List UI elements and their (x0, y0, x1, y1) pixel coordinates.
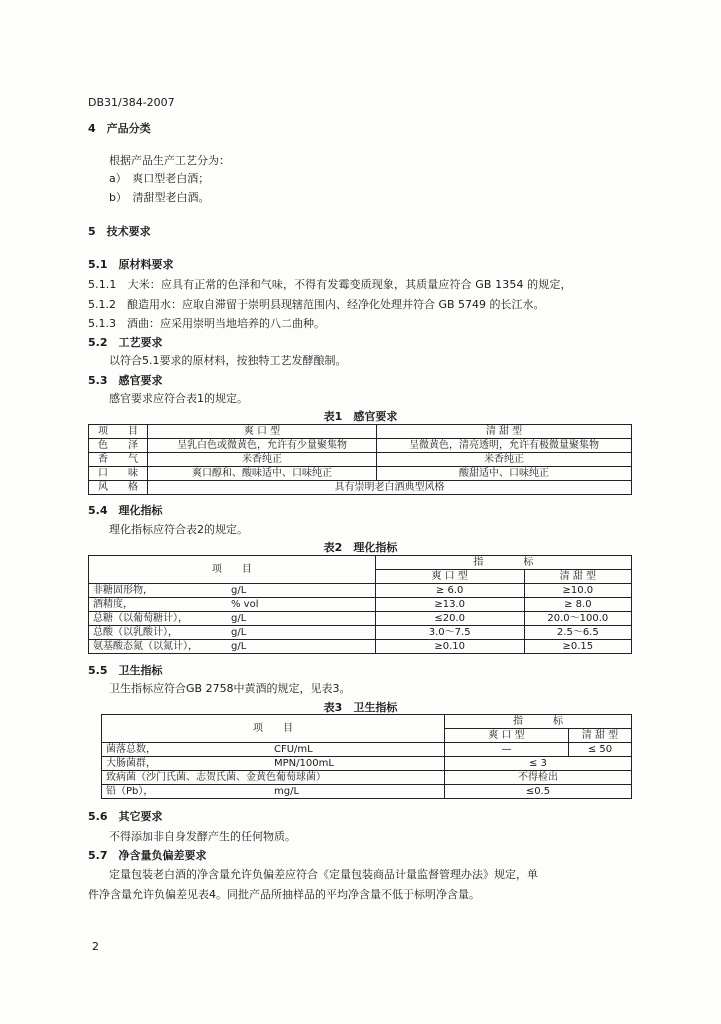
section-5-heading: 5 技术要求 (88, 225, 151, 238)
table-3-hygiene (101, 714, 632, 799)
table-cell: ≤ 3 (444, 757, 631, 771)
table-header-cell: 指 标 (375, 556, 631, 570)
section-5-6-heading: 5.6 其它要求 (88, 810, 163, 823)
clause-5-1-3: 5.1.3 酒曲：应采用崇明当地培养的八二曲种。 (88, 317, 325, 330)
table-header-cell: 项 目 (89, 556, 376, 584)
table-cell: — (444, 743, 568, 757)
table-cell: ≥ 6.0 (375, 584, 524, 598)
list-item: b） 清甜型老白酒。 (109, 191, 210, 204)
table-cell: 致病菌（沙门氏菌、志贺氏菌、金黄色葡萄球菌） (102, 771, 445, 785)
clause-5-1-1: 5.1.1 大米：应具有正常的色泽和气味，不得有发霉变质现象，其质量应符合 GB 1354 的规定， (88, 278, 572, 291)
table-1-sensory (88, 424, 632, 495)
table-cell: ≥0.15 (524, 640, 631, 654)
section-5-6-text: 不得添加非自身发酵产生的任何物质。 (109, 830, 296, 843)
table-row (102, 771, 632, 785)
table-cell: 米香纯正 (148, 453, 377, 467)
table-cell: ≥ 8.0 (524, 598, 631, 612)
section-5-4-text: 理化指标应符合表2的规定。 (109, 523, 248, 536)
table-cell: 铅（Pb）， (102, 785, 271, 799)
table-1-title: 表1 感官要求 (323, 410, 398, 423)
table-header-cell: 项 目 (102, 715, 445, 743)
table-cell: 氨基酸态氮（以氮计）， (89, 640, 228, 654)
section-5-7-heading: 5.7 净含量负偏差要求 (88, 849, 207, 862)
table-header-cell: 清 甜 型 (568, 729, 631, 743)
table-cell: 2.5～6.5 (524, 626, 631, 640)
table-cell: ≥13.0 (375, 598, 524, 612)
document-code-header: DB31/384-2007 (88, 96, 175, 109)
table-header-cell: 清 甜 型 (377, 425, 632, 439)
table-3-title: 表3 卫生指标 (323, 701, 398, 714)
table-cell: MPN/100mL (270, 757, 444, 771)
table-header-cell: 爽 口 型 (444, 729, 568, 743)
table-cell: 菌落总数， (102, 743, 271, 757)
table-row (89, 626, 632, 640)
table-cell: 色 泽 (89, 439, 148, 453)
table-cell: % vol (227, 598, 375, 612)
table-cell: 20.0～100.0 (524, 612, 631, 626)
table-row (102, 743, 632, 757)
table-header-cell: 指 标 (444, 715, 631, 729)
table-header-cell: 清 甜 型 (524, 570, 631, 584)
section-5-2-heading: 5.2 工艺要求 (88, 336, 163, 349)
table-row (89, 640, 632, 654)
section-5-1-heading: 5.1 原材料要求 (88, 258, 174, 271)
table-cell: 口 味 (89, 467, 148, 481)
section-5-3-heading: 5.3 感官要求 (88, 374, 163, 387)
section-5-3-text: 感官要求应符合表1的规定。 (109, 392, 248, 405)
table-cell: 爽口醇和、酸味适中、口味纯正 (148, 467, 377, 481)
table-cell: 呈微黄色，清亮透明，允许有极微量聚集物 (377, 439, 632, 453)
section-5-2-text: 以符合5.1要求的原材料，按独特工艺发酵酿制。 (109, 354, 347, 367)
table-row (89, 612, 632, 626)
table-2-title: 表2 理化指标 (323, 541, 398, 554)
table-cell: 酒精度， (89, 598, 228, 612)
table-header-cell: 爽 口 型 (375, 570, 524, 584)
table-cell: 风 格 (89, 481, 148, 495)
table-cell: 酸甜适中、口味纯正 (377, 467, 632, 481)
section-5-5-heading: 5.5 卫生指标 (88, 664, 163, 677)
table-cell: g/L (227, 626, 375, 640)
page-number: 2 (92, 940, 99, 953)
table-cell: 3.0～7.5 (375, 626, 524, 640)
table-cell: 米香纯正 (377, 453, 632, 467)
table-cell: ≤ 50 (568, 743, 631, 757)
section-4-heading: 4 产品分类 (88, 122, 151, 135)
clause-5-1-2: 5.1.2 酿造用水：应取自滞留于崇明县现辖范围内、经净化处理并符合 GB 5749 的长江水。 (88, 298, 545, 311)
section-5-7-line2: 件净含量允许负偏差见表4。同批产品所抽样品的平均净含量不低于标明净含量。 (88, 888, 480, 901)
table-cell: 香 气 (89, 453, 148, 467)
table-header-cell: 项 目 (89, 425, 148, 439)
table-row (102, 785, 632, 799)
table-cell: 不得检出 (444, 771, 631, 785)
table-row (89, 584, 632, 598)
list-item: a） 爽口型老白酒； (109, 172, 210, 185)
table-cell: 总糖（以葡萄糖计）， (89, 612, 228, 626)
table-2-physicochemical (88, 555, 632, 654)
section-5-7-line1: 定量包装老白酒的净含量允许负偏差应符合《定量包装商品计量监督管理办法》规定，单 (109, 868, 538, 881)
table-cell: ≤20.0 (375, 612, 524, 626)
table-cell: ≥0.10 (375, 640, 524, 654)
table-cell: 非糖固形物， (89, 584, 228, 598)
section-4-intro: 根据产品生产工艺分为： (109, 154, 230, 167)
table-cell: g/L (227, 612, 375, 626)
table-cell: 呈乳白色或微黄色，允许有少量聚集物 (148, 439, 377, 453)
table-row (89, 481, 632, 495)
table-cell: ≥10.0 (524, 584, 631, 598)
section-5-4-heading: 5.4 理化指标 (88, 504, 163, 517)
table-row (89, 467, 632, 481)
table-row (89, 453, 632, 467)
table-cell: 总酸（以乳酸计）， (89, 626, 228, 640)
table-cell: g/L (227, 584, 375, 598)
table-cell: ≤0.5 (444, 785, 631, 799)
table-cell: g/L (227, 640, 375, 654)
section-5-5-text: 卫生指标应符合GB 2758中黄酒的规定，见表3。 (109, 682, 351, 695)
table-row (89, 439, 632, 453)
table-cell: 大肠菌群， (102, 757, 271, 771)
table-cell: CFU/mL (270, 743, 444, 757)
table-header-cell: 爽 口 型 (148, 425, 377, 439)
table-row (89, 598, 632, 612)
table-cell: 具有崇明老白酒典型风格 (148, 481, 632, 495)
table-cell: mg/L (270, 785, 444, 799)
table-row (102, 757, 632, 771)
